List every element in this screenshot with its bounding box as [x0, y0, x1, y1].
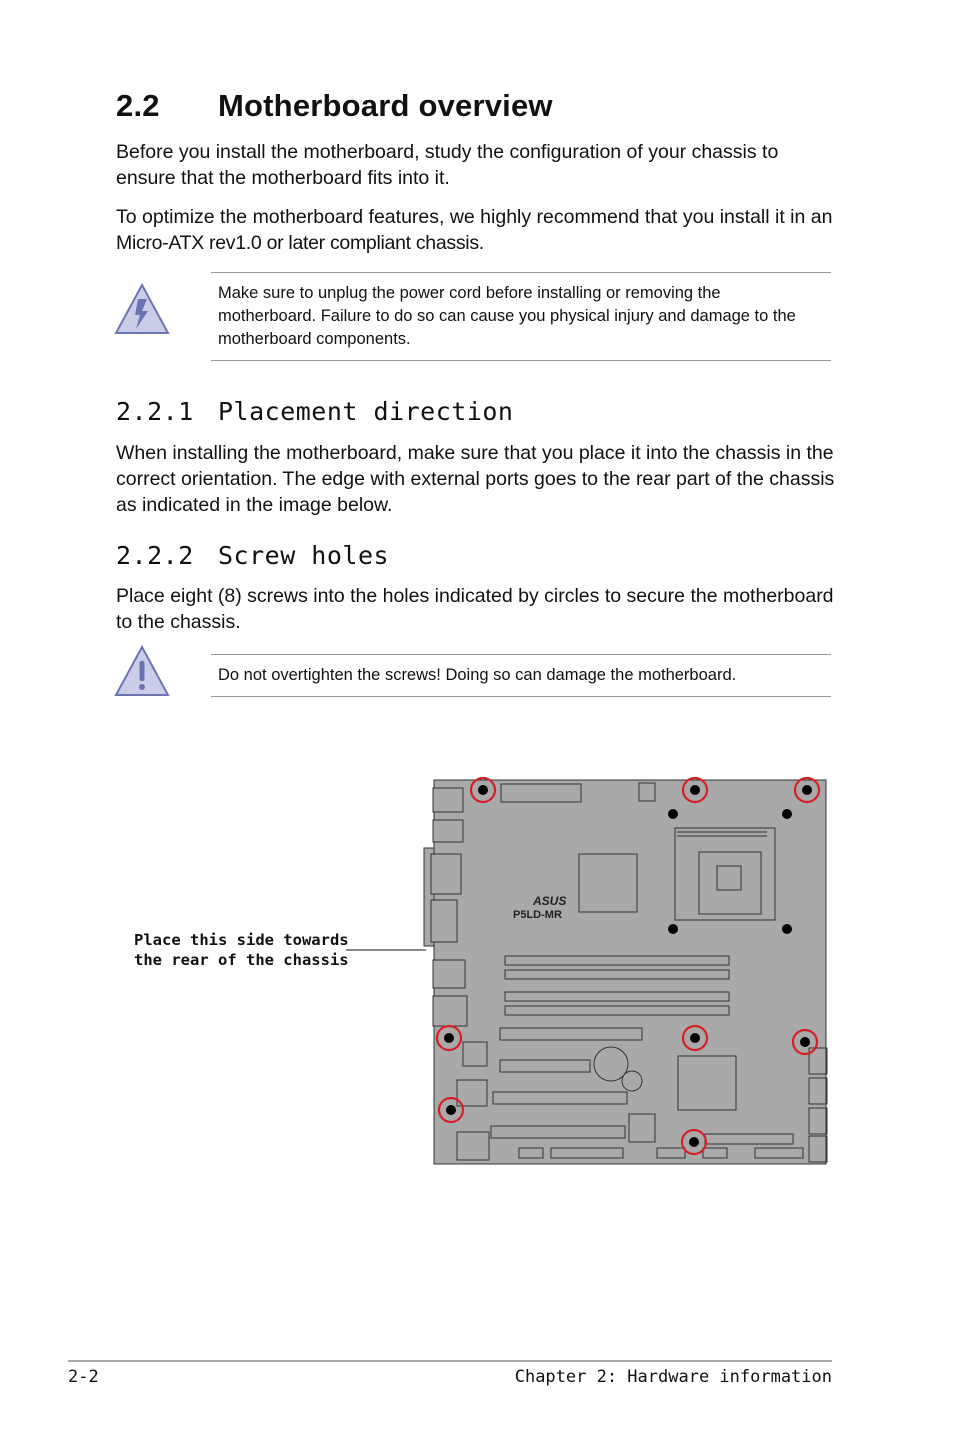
cpu-mount-1 [668, 809, 678, 819]
brand-logo: ASUS [533, 894, 567, 908]
section-number: 2.2 [116, 88, 160, 123]
cpu-mount-3 [668, 924, 678, 934]
warning-lightning-icon [114, 283, 170, 335]
screw-hole-top-mid [690, 785, 700, 795]
caption-line-1: Place this side towards [134, 931, 349, 949]
screw-hole-mid-left [444, 1033, 454, 1043]
intro-paragraph-1: Before you install the motherboard, study the configuration of your chassis to ensure that the motherboard fits into it. [116, 141, 779, 189]
screw-holes-heading [116, 541, 389, 570]
io-ps2 [433, 788, 463, 812]
io-serial [431, 854, 461, 894]
io-usb [433, 820, 463, 842]
intro-p2-prefix: To optimize the motherboard features, we highly recommend that you install it in an [116, 206, 833, 228]
placement-heading [116, 397, 513, 426]
placement-paragraph: When installing the motherboard, make sure that you place it into the chassis in the correct orientation. The edge with external ports goes to the rear part of the chassis as indicated in the image below. [116, 442, 835, 516]
screw-hole-top-right [802, 785, 812, 795]
model-label: P5LD-MR [513, 909, 562, 921]
warning-note-text: Make sure to unplug the power cord before installing or removing the motherboard. Failure to do so can cause you physical injury and damage to the motherboard components. [218, 284, 796, 348]
screw-hole-mid-center [690, 1033, 700, 1043]
section-heading [116, 88, 553, 124]
screw-holes-number: 2.2.2 [116, 541, 194, 570]
io-vga [431, 900, 457, 942]
io-lan [433, 960, 465, 988]
caution-note-text: Do not overtighten the screws! Doing so can damage the motherboard. [218, 666, 737, 684]
screw-holes-title: Screw holes [218, 541, 390, 570]
motherboard-diagram [405, 770, 845, 1170]
io-audio [433, 996, 467, 1026]
diagram-caption [134, 930, 349, 970]
screw-hole-mid-right [800, 1037, 810, 1047]
footer-page-number: 2-2 [68, 1367, 99, 1387]
warning-note [211, 272, 831, 361]
chassis-emphasis: Micro-ATX rev1.0 or later compliant chassis [116, 232, 479, 254]
motherboard-svg [405, 770, 845, 1170]
motherboard-board [434, 780, 826, 1164]
placement-number: 2.2.1 [116, 397, 194, 426]
footer-rule [68, 1360, 832, 1362]
footer-chapter: Chapter 2: Hardware information [514, 1367, 832, 1387]
intro-paragraph-2 [116, 204, 836, 256]
screw-hole-top-left [478, 785, 488, 795]
cpu-mount-4 [782, 924, 792, 934]
intro-p2-suffix: . [478, 232, 485, 254]
cpu-mount-2 [782, 809, 792, 819]
caution-exclamation-icon [114, 645, 170, 697]
screw-holes-paragraph: Place eight (8) screws into the holes indicated by circles to secure the motherboard to the chassis. [116, 585, 834, 633]
placement-title: Placement direction [218, 397, 514, 426]
caution-note [211, 654, 831, 697]
screw-hole-bottom-left [446, 1105, 456, 1115]
screw-hole-bottom-center [689, 1137, 699, 1147]
caption-line-2: the rear of the chassis [134, 951, 349, 969]
section-title: Motherboard overview [218, 88, 553, 123]
